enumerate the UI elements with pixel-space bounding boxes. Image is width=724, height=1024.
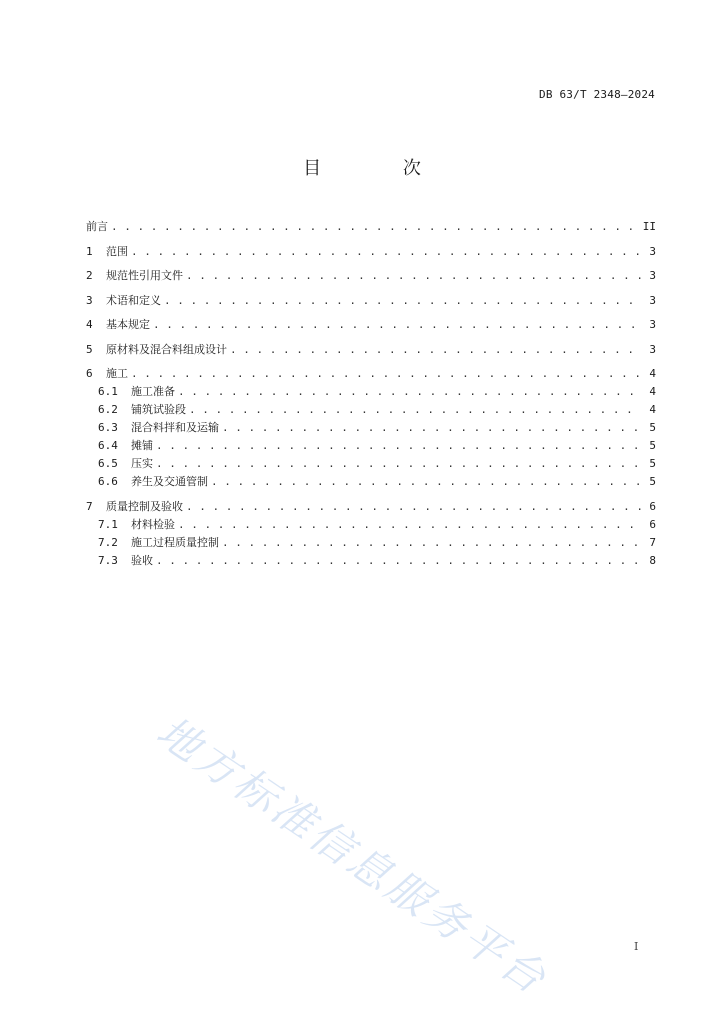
page-number: I: [634, 940, 639, 953]
toc-entry-title: 施工准备: [131, 385, 175, 398]
toc-leader-dots: [222, 419, 642, 437]
toc-entry-title: 混合料拌和及运输: [131, 421, 219, 434]
toc-entry-page: 3: [649, 244, 656, 258]
toc-entry-page: 4: [649, 403, 656, 416]
watermark: 地方标准信息服务平台: [148, 706, 557, 1005]
toc-entry-page: 4: [649, 367, 656, 380]
toc-entry-page: 3: [649, 293, 656, 307]
toc-entry[interactable]: [86, 341, 656, 359]
toc-entry-number: 6.1: [98, 385, 118, 398]
toc-entry-page: 3: [649, 318, 656, 331]
standard-number: DB 63/T 2348—2024: [539, 88, 655, 101]
table-of-contents: [86, 218, 656, 570]
toc-entry[interactable]: [86, 552, 656, 570]
toc-leader-dots: [156, 437, 642, 455]
toc-entry[interactable]: [86, 534, 656, 552]
toc-leader-dots: [178, 516, 642, 534]
toc-leader-dots: [156, 552, 642, 570]
toc-entry-title: 施工过程质量控制: [131, 535, 219, 549]
toc-entry[interactable]: [86, 401, 656, 419]
toc-entry-number: 2: [86, 269, 93, 282]
toc-leader-dots: [131, 243, 642, 261]
toc-entry[interactable]: [86, 292, 656, 310]
page-title: 目 次: [303, 158, 459, 179]
toc-entry-number: 7.2: [98, 535, 118, 549]
toc-leader-dots: [211, 473, 642, 491]
toc-entry-page: II: [642, 220, 656, 233]
toc-entry-number: 5: [86, 342, 93, 356]
toc-entry-title: 铺筑试验段: [131, 403, 186, 416]
toc-entry-number: 6.6: [98, 475, 118, 488]
toc-leader-dots: [186, 267, 642, 285]
toc-leader-dots: [111, 218, 639, 236]
toc-entry-page: 6: [649, 517, 656, 531]
toc-entry-number: 6.5: [98, 457, 118, 470]
toc-entry[interactable]: [86, 218, 656, 236]
toc-entry-title: 养生及交通管制: [131, 475, 208, 488]
toc-entry-page: 8: [649, 553, 656, 567]
toc-entry-title: 质量控制及验收: [106, 499, 183, 513]
toc-entry-title: 压实: [131, 457, 153, 470]
toc-entry-title: 规范性引用文件: [106, 269, 183, 282]
toc-entry-number: 4: [86, 318, 93, 331]
toc-entry-page: 4: [649, 385, 656, 398]
toc-entry[interactable]: [86, 316, 656, 334]
toc-entry-title: 范围: [106, 244, 128, 258]
toc-leader-dots: [131, 365, 642, 383]
toc-entry[interactable]: [86, 437, 656, 455]
toc-leader-dots: [186, 498, 642, 516]
toc-entry-number: 7.3: [98, 553, 118, 567]
toc-entry-page: 3: [649, 269, 656, 282]
toc-entry-number: 3: [86, 293, 93, 307]
toc-entry[interactable]: [86, 473, 656, 491]
toc-entry-page: 5: [649, 439, 656, 452]
toc-entry-page: 5: [649, 421, 656, 434]
toc-entry[interactable]: [86, 455, 656, 473]
toc-leader-dots: [178, 383, 642, 401]
toc-entry-page: 3: [649, 342, 656, 356]
toc-entry-number: 7: [86, 499, 93, 513]
toc-entry-number: 6.3: [98, 421, 118, 434]
toc-entry-number: 1: [86, 244, 93, 258]
toc-entry-title: 基本规定: [106, 318, 150, 331]
toc-entry-title: 摊铺: [131, 439, 153, 452]
toc-leader-dots: [222, 534, 642, 552]
toc-entry-page: 5: [649, 475, 656, 488]
toc-entry-title: 术语和定义: [106, 293, 161, 307]
toc-entry[interactable]: [86, 498, 656, 516]
toc-entry-page: 5: [649, 457, 656, 470]
toc-entry-number: 7.1: [98, 517, 118, 531]
toc-entry-title: 验收: [131, 553, 153, 567]
toc-leader-dots: [230, 341, 642, 359]
toc-entry-number: 6.4: [98, 439, 118, 452]
toc-leader-dots: [156, 455, 642, 473]
toc-entry-page: 7: [649, 535, 656, 549]
toc-entry[interactable]: [86, 419, 656, 437]
toc-leader-dots: [164, 292, 642, 310]
toc-entry-title: 施工: [106, 367, 128, 380]
toc-entry-page: 6: [649, 499, 656, 513]
toc-entry-number: 6.2: [98, 403, 118, 416]
toc-entry-title: 材料检验: [131, 517, 175, 531]
toc-entry[interactable]: [86, 243, 656, 261]
toc-entry-number: 6: [86, 367, 93, 380]
toc-entry-title: 前言: [86, 220, 108, 233]
toc-entry[interactable]: [86, 365, 656, 383]
toc-entry[interactable]: [86, 516, 656, 534]
toc-entry-title: 原材料及混合料组成设计: [106, 342, 227, 356]
toc-entry[interactable]: [86, 383, 656, 401]
toc-leader-dots: [189, 401, 642, 419]
toc-leader-dots: [153, 316, 642, 334]
toc-entry[interactable]: [86, 267, 656, 285]
